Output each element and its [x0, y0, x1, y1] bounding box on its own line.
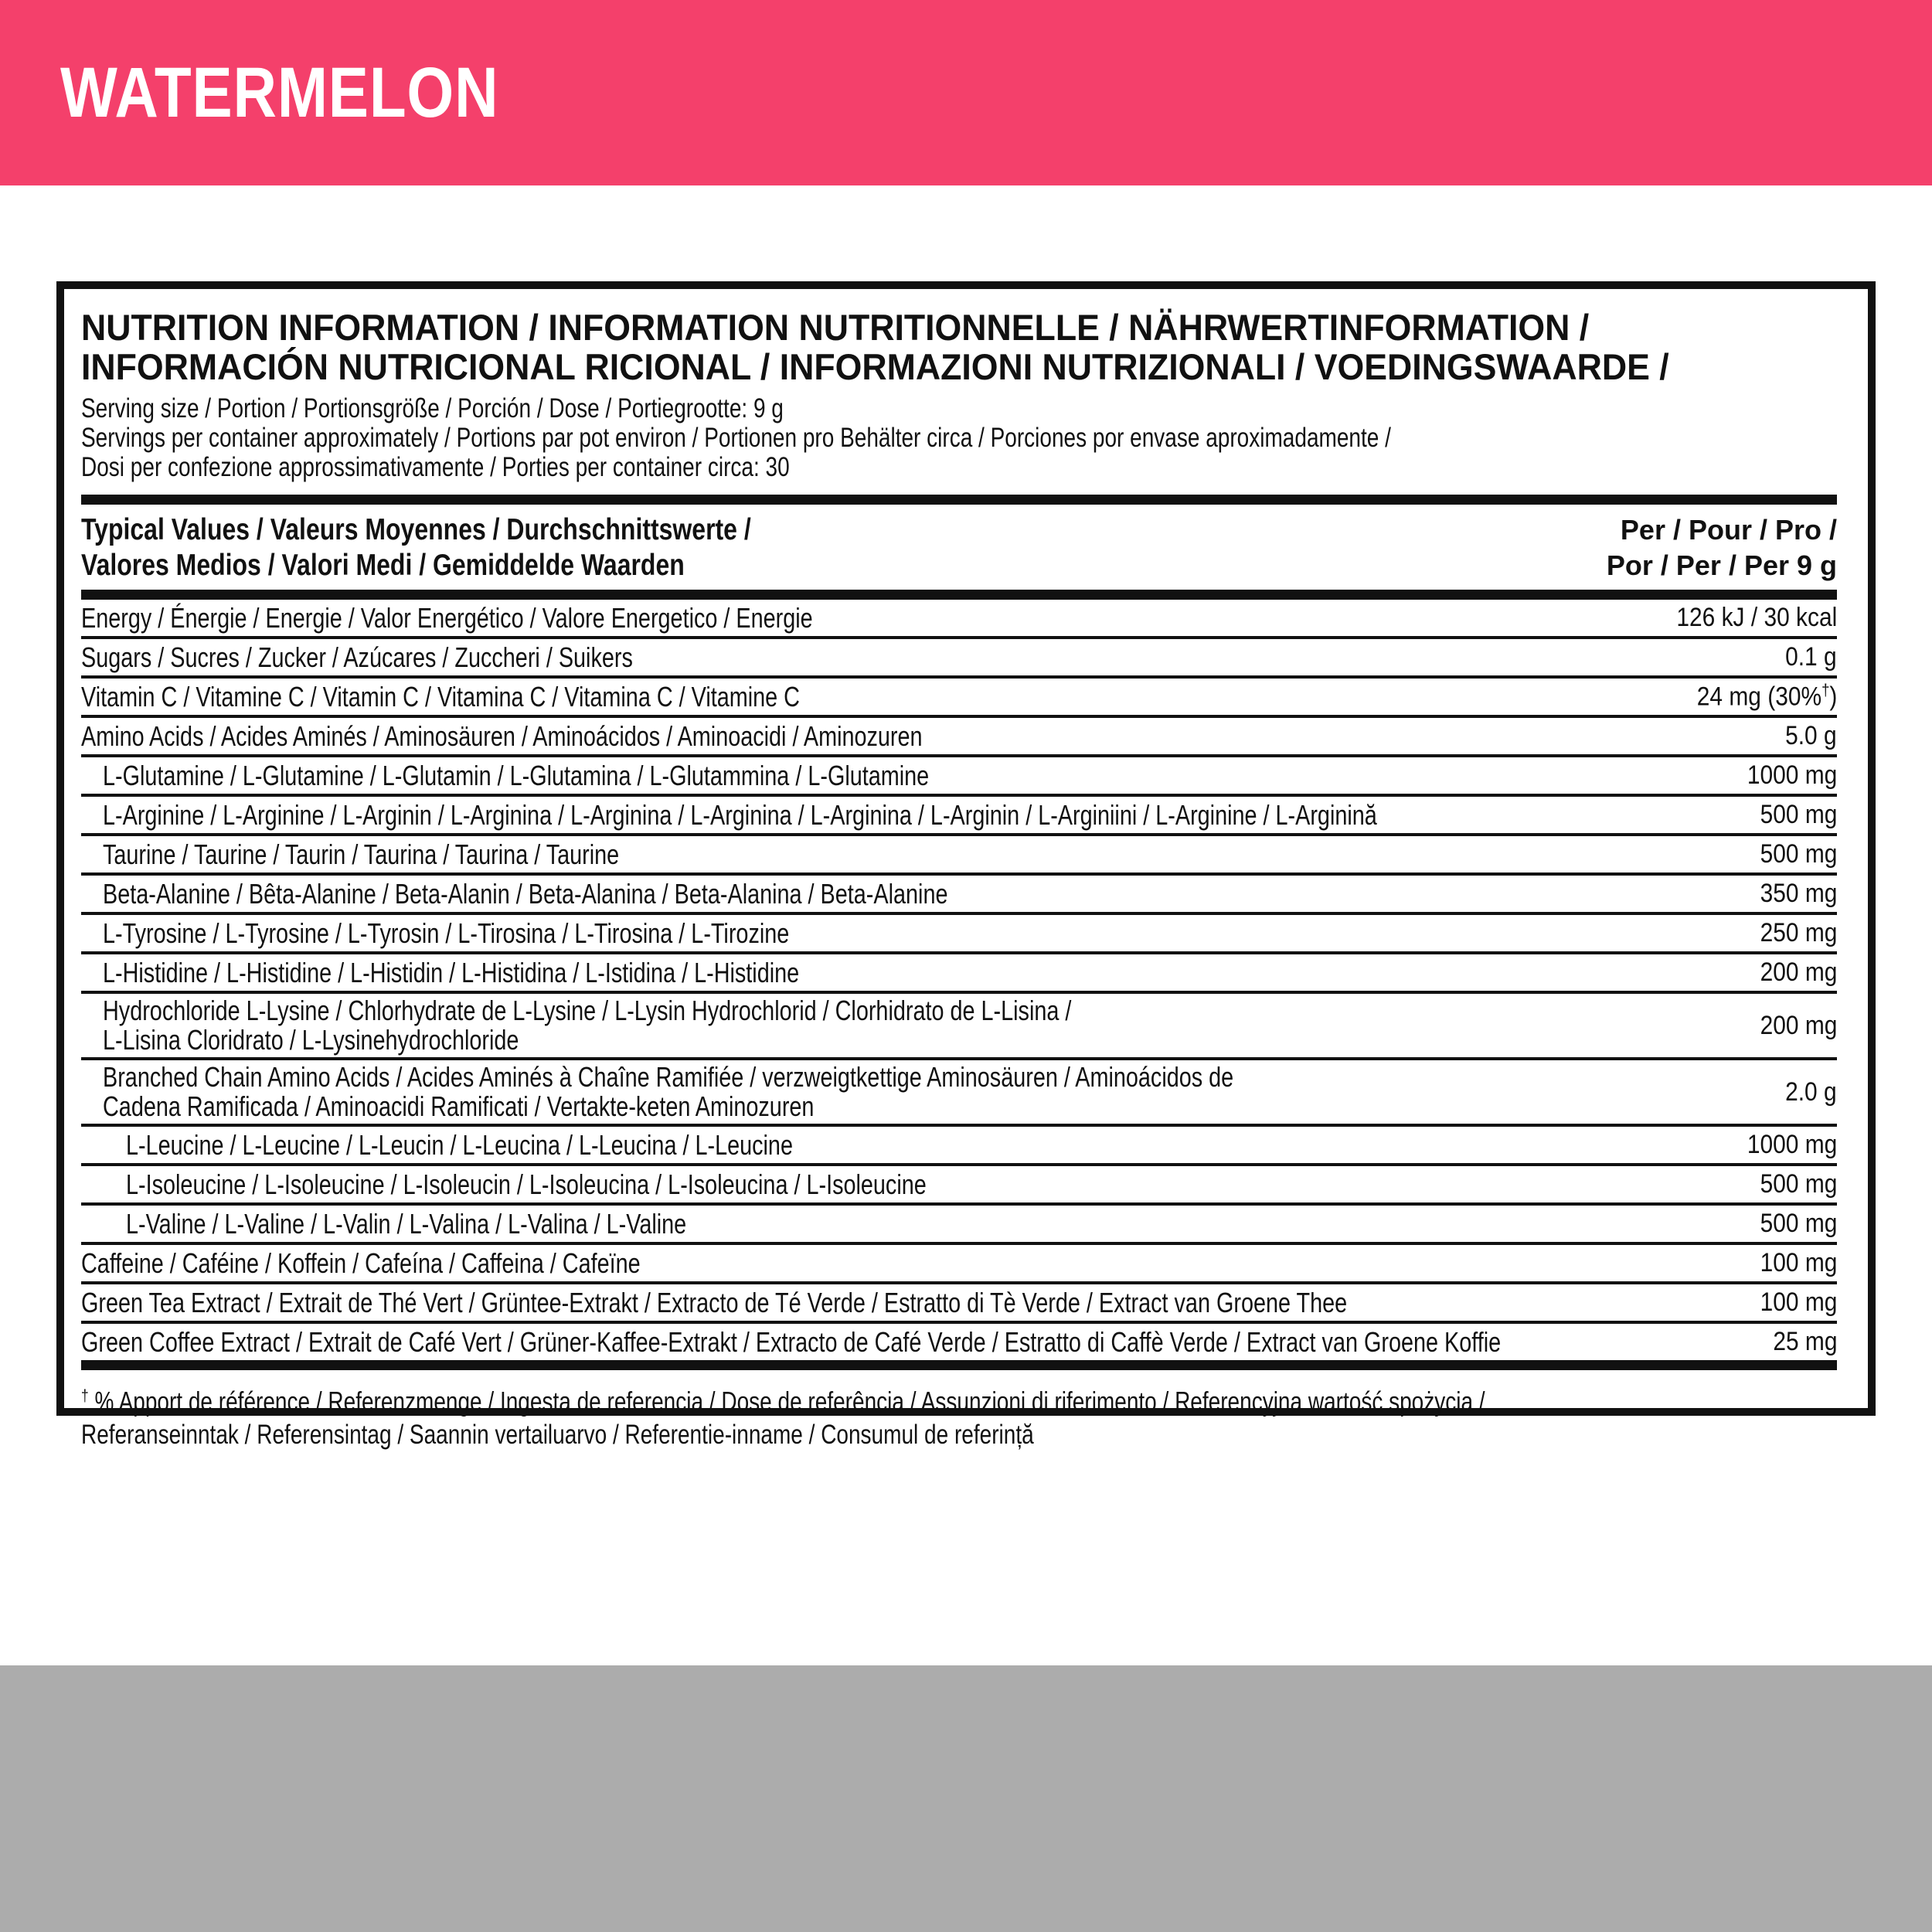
row-value: 250 mg	[1760, 918, 1837, 947]
row-value: 500 mg	[1760, 800, 1837, 829]
row-value: 350 mg	[1760, 879, 1837, 908]
row-value: 126 kJ / 30 kcal	[1676, 603, 1837, 632]
table-row	[81, 915, 1837, 954]
row-label: Green Tea Extract / Extrait de Thé Vert / Grüntee-Extrakt / Extracto de Té Verde / Estratto di Tè Verde / Extract van Groene Thee	[81, 1286, 1348, 1318]
table-row	[81, 954, 1837, 994]
row-value: 200 mg	[1760, 957, 1837, 987]
row-label: L-Isoleucine / L-Isoleucine / L-Isoleucin / L-Isoleucina / L-Isoleucina / L-Isoleucine	[126, 1168, 927, 1200]
table-row	[81, 1127, 1837, 1166]
footnote-line1: † % Apport de référence / Referenzmenge / Ingesta de referencia / Dose de referência / Assunzioni di riferimento / Referencyjna wartość spożycia /	[81, 1386, 1485, 1417]
row-label: Green Coffee Extract / Extrait de Café Vert / Grüner-Kaffee-Extrakt / Extracto de Café Verde / Estratto di Caffè Verde / Extract van Groene Koffie	[81, 1325, 1502, 1358]
table-row	[81, 1324, 1837, 1360]
footnote-line2: Referanseinntak / Referensintag / Saannin vertailuarvo / Referentie-inname / Consumul de referință	[81, 1419, 1034, 1450]
table-row	[81, 600, 1837, 639]
table-row	[81, 1166, 1837, 1206]
table-row	[81, 718, 1837, 757]
nutrition-table	[81, 600, 1837, 1360]
row-label: Branched Chain Amino Acids / Acides Aminés à Chaîne Ramifiée / verzweigtkettige Aminosäuren / Aminoácidos de Cadena Ramificada / Aminoacidi Ramificati / Vertakte-keten Aminozuren	[103, 1061, 1234, 1122]
row-label: L-Histidine / L-Histidine / L-Histidin / L-Histidina / L-Istidina / L-Histidine	[103, 956, 800, 988]
row-value: 500 mg	[1760, 1169, 1837, 1199]
footer-band	[0, 1665, 1932, 1932]
table-row	[81, 639, 1837, 679]
flavor-name: WATERMELON	[60, 53, 499, 132]
row-label: L-Leucine / L-Leucine / L-Leucin / L-Leucina / L-Leucina / L-Leucine	[126, 1128, 793, 1161]
row-value: 100 mg	[1760, 1248, 1837, 1277]
nutrition-panel	[56, 281, 1876, 1450]
header-typical-values-line1: Typical Values / Valeurs Moyennes / Durchschnittswerte /	[81, 513, 751, 546]
row-label: Beta-Alanine / Bêta-Alanine / Beta-Alanin / Beta-Alanina / Beta-Alanina / Beta-Alanine	[103, 877, 948, 910]
header-typical-values-line2: Valores Medios / Valori Medi / Gemiddelde Waarden	[81, 549, 685, 582]
row-value: 1000 mg	[1747, 760, 1837, 790]
header-per-serving-line2: Por / Per / Per 9 g	[1606, 549, 1837, 581]
serving-info	[81, 394, 1837, 482]
header-per-serving-line1: Per / Pour / Pro /	[1620, 514, 1837, 546]
table-row	[81, 1245, 1837, 1284]
row-value: 24 mg (30%†)	[1696, 681, 1837, 712]
table-row	[81, 679, 1837, 718]
serving-size-line: Serving size / Portion / Portionsgröße / Porción / Dose / Portiegrootte: 9 g	[81, 393, 784, 423]
footnote	[81, 1379, 1837, 1451]
header-typical-values	[81, 512, 898, 583]
header-per-serving	[1607, 512, 1837, 583]
row-value: 2.0 g	[1785, 1077, 1837, 1107]
table-row	[81, 797, 1837, 836]
panel-title-line1: NUTRITION INFORMATION / INFORMATION NUTRITIONNELLE / NÄHRWERTINFORMATION /	[81, 307, 1590, 348]
row-value: 500 mg	[1760, 839, 1837, 869]
table-row	[81, 994, 1837, 1060]
row-value: 25 mg	[1772, 1327, 1837, 1356]
table-row	[81, 757, 1837, 797]
row-label: Vitamin C / Vitamine C / Vitamin C / Vitamina C / Vitamina C / Vitamine C	[81, 680, 800, 713]
divider-bar-top	[81, 495, 1837, 505]
dagger-symbol: †	[81, 1386, 89, 1405]
table-row	[81, 876, 1837, 915]
row-value: 1000 mg	[1747, 1130, 1837, 1159]
row-label: Hydrochloride L-Lysine / Chlorhydrate de L-Lysine / L-Lysin Hydrochlorid / Clorhidrato de L-Lisina / L-Lisina Cloridrato / L-Lysinehydrochloride	[103, 995, 1072, 1056]
row-label: L-Valine / L-Valine / L-Valin / L-Valina / L-Valina / L-Valine	[126, 1207, 687, 1240]
row-label: L-Arginine / L-Arginine / L-Arginin / L-Arginina / L-Arginina / L-Arginina / L-Arginina / L-Arginin / L-Arginiini / L-Arginine / L-Arginină	[103, 798, 1377, 831]
row-value: 200 mg	[1760, 1010, 1837, 1040]
flavor-banner	[0, 0, 1932, 185]
row-value: 0.1 g	[1785, 642, 1837, 672]
row-label: Sugars / Sucres / Zucker / Azúcares / Zuccheri / Suikers	[81, 641, 633, 673]
servings-per-container-line2: Dosi per confezione approssimativamente / Porties per container circa: 30	[81, 452, 790, 482]
row-label: L-Glutamine / L-Glutamine / L-Glutamin / L-Glutamina / L-Glutammina / L-Glutamine	[103, 759, 930, 791]
table-row	[81, 1284, 1837, 1324]
table-row	[81, 836, 1837, 876]
row-value: 500 mg	[1760, 1209, 1837, 1238]
row-value: 100 mg	[1760, 1287, 1837, 1317]
row-label: Amino Acids / Acides Aminés / Aminosäuren / Aminoácidos / Aminoacidi / Aminozuren	[81, 719, 923, 752]
row-label: Energy / Énergie / Energie / Valor Energético / Valore Energetico / Energie	[81, 601, 813, 634]
table-header	[81, 505, 1837, 590]
row-label: L-Tyrosine / L-Tyrosine / L-Tyrosin / L-Tirosina / L-Tirosina / L-Tirozine	[103, 917, 790, 949]
panel-title-line2: INFORMACIÓN NUTRICIONAL RICIONAL / INFORMAZIONI NUTRIZIONALI / VOEDINGSWAARDE /	[81, 346, 1669, 387]
divider-bar-header	[81, 590, 1837, 600]
divider-bar-bottom	[81, 1360, 1837, 1370]
row-value: 5.0 g	[1785, 721, 1837, 750]
row-label: Taurine / Taurine / Taurin / Taurina / Taurina / Taurine	[103, 838, 620, 870]
table-row	[81, 1060, 1837, 1127]
table-row	[81, 1206, 1837, 1245]
servings-per-container-line1: Servings per container approximately / Portions par pot environ / Portionen pro Behälter circa / Porciones por envase aproximadamente /	[81, 423, 1391, 453]
row-label: Caffeine / Caféine / Koffein / Cafeína / Caffeina / Cafeïne	[81, 1247, 641, 1279]
